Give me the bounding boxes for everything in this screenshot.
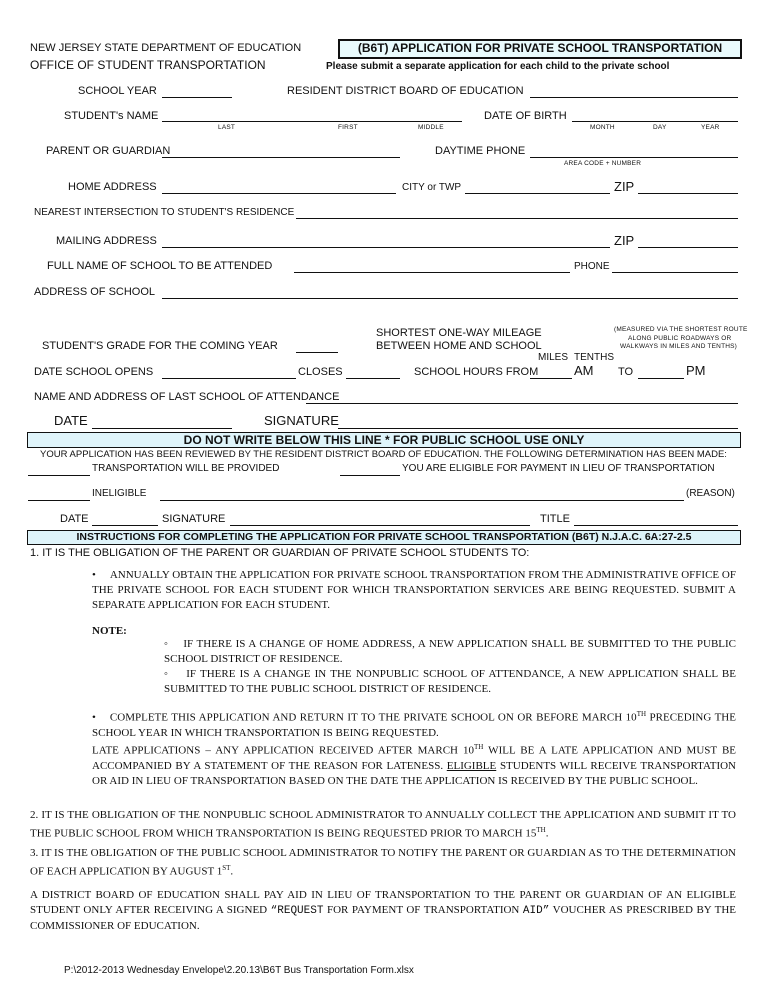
instruction-bullet-1: • ANNUALLY OBTAIN THE APPLICATION FOR PRIVATE SCHOOL TRANSPORTATION FROM THE ADMINISTRATIVE OFFICE OF THE PRIVATE SCHOOL FOR EACH STUDENT FOR WHICH TRANSPORTATION SERVICES ARE BEING REQUESTED. SUBMIT A SEPARATE APPLICATION FOR EACH STUDENT. <box>92 569 736 611</box>
phone-label: PHONE <box>574 261 610 272</box>
middle-label: MIDDLE <box>418 124 444 131</box>
office-signature-label: SIGNATURE <box>162 513 226 525</box>
year-label: YEAR <box>701 124 720 131</box>
student-name-label: STUDENT's NAME <box>64 110 159 122</box>
day-label: DAY <box>653 124 667 131</box>
home-address-label: HOME ADDRESS <box>68 181 157 193</box>
eligible-payment-check[interactable] <box>340 475 400 476</box>
area-code-label: AREA CODE + NUMBER <box>564 160 642 167</box>
dob-field[interactable] <box>572 121 738 122</box>
office-date-field[interactable] <box>92 525 158 526</box>
month-label: MONTH <box>590 124 615 131</box>
signature-label: SIGNATURE <box>264 413 339 428</box>
measured-note-1: (MEASURED VIA THE SHORTEST ROUTE <box>614 326 748 333</box>
school-name-label: FULL NAME OF SCHOOL TO BE ATTENDED <box>47 260 273 272</box>
parent-label: PARENT OR GUARDIAN <box>46 145 171 157</box>
bullet-icon: • <box>92 569 110 581</box>
home-address-field[interactable] <box>162 193 396 194</box>
first-label: FIRST <box>338 124 358 131</box>
zip2-field[interactable] <box>638 247 738 248</box>
parent-field[interactable] <box>162 157 400 158</box>
reason-label: (REASON) <box>686 488 735 499</box>
office-signature-field[interactable] <box>230 525 530 526</box>
school-year-label: SCHOOL YEAR <box>78 85 157 97</box>
date-field[interactable] <box>92 428 232 429</box>
grade-field[interactable] <box>296 352 338 353</box>
hours-to-field[interactable] <box>638 378 684 379</box>
school-address-field[interactable] <box>162 298 738 299</box>
student-name-field[interactable] <box>162 121 462 122</box>
measured-note-3: WALKWAYS IN MILES AND TENTHS) <box>620 343 738 350</box>
late-applications: LATE APPLICATIONS – ANY APPLICATION RECEIVED AFTER MARCH 10TH WILL BE A LATE APPLICATION AND MUST BE ACCOMPANIED BY A STATEMENT OF THE REASON FOR LATENESS. ELIGIBLE STUDENTS WILL RECEIVE TRANSPORTATION OR AID IN LIEU OF TRANSPORTATION BASED ON THE DATE THE APPLICATION IS RECEIVED BY THE PUBLIC SCHOOL. <box>92 743 736 787</box>
signature-field[interactable] <box>338 428 738 429</box>
zip-label: ZIP <box>614 179 635 194</box>
final-paragraph: A DISTRICT BOARD OF EDUCATION SHALL PAY AID IN LIEU OF TRANSPORTATION TO THE PARENT OR GUARDIAN OF AN ELIGIBLE STUDENT ONLY AFTER RECEIVING A SIGNED “REQUEST FOR PAYMENT OF TRANSPORTATION AID” VOUCHER AS PRESCRIBED BY THE COMMISSIONER OF EDUCATION. <box>30 889 737 932</box>
instructions-bar: INSTRUCTIONS FOR COMPLETING THE APPLICATION FOR PRIVATE SCHOOL TRANSPORTATION (B6T) N.J.A.C. 6A:27-2.5 <box>27 530 741 545</box>
daytime-phone-label: DAYTIME PHONE <box>435 145 526 157</box>
miles-label: MILES <box>538 352 569 363</box>
to-label: TO <box>618 366 634 378</box>
last-label: LAST <box>218 124 236 131</box>
hours-from-label: SCHOOL HOURS FROM <box>414 366 539 378</box>
note-2: ◦ IF THERE IS A CHANGE IN THE NONPUBLIC SCHOOL OF ATTENDANCE, A NEW APPLICATION SHALL BE SUBMITTED TO THE PUBLIC SCHOOL DISTRICT OF RESIDENCE. <box>164 668 736 695</box>
closes-label: CLOSES <box>298 366 343 378</box>
reason-field[interactable] <box>160 500 684 501</box>
reviewed-text: YOUR APPLICATION HAS BEEN REVIEWED BY THE RESIDENT DISTRICT BOARD OF EDUCATION. THE FOLLOWING DETERMINATION HAS BEEN MADE: <box>40 449 727 460</box>
mileage-label-2: BETWEEN HOME AND SCHOOL <box>376 340 542 352</box>
school-year-field[interactable] <box>162 97 232 98</box>
dob-label: DATE OF BIRTH <box>484 110 567 122</box>
hours-from-field[interactable] <box>530 378 572 379</box>
office-use-bar: DO NOT WRITE BELOW THIS LINE * FOR PUBLIC SCHOOL USE ONLY <box>27 432 741 448</box>
submit-note: Please submit a separate application for each child to the private school <box>326 61 670 72</box>
phone-field[interactable] <box>612 272 738 273</box>
opens-label: DATE SCHOOL OPENS <box>34 366 154 378</box>
zip2-label: ZIP <box>614 233 635 248</box>
ineligible-check[interactable] <box>28 500 90 501</box>
zip-field[interactable] <box>638 193 738 194</box>
office-name: OFFICE OF STUDENT TRANSPORTATION <box>30 58 266 72</box>
office-date-label: DATE <box>60 513 89 525</box>
mailing-field[interactable] <box>162 247 610 248</box>
pm-label: PM <box>686 363 706 378</box>
instruction-item-3: 3. IT IS THE OBLIGATION OF THE PUBLIC SCHOOL ADMINISTRATOR TO NOTIFY THE PARENT OR GUARDIAN AS TO THE DETERMINATION OF EACH APPLICATION BY AUGUST 1ST. <box>30 847 736 878</box>
intersection-field[interactable] <box>296 218 738 219</box>
city-label: CITY or TWP <box>402 182 462 193</box>
bullet-icon: • <box>92 711 110 724</box>
note-label: NOTE: <box>92 625 127 637</box>
provided-label: TRANSPORTATION WILL BE PROVIDED <box>92 463 280 474</box>
school-name-field[interactable] <box>294 272 570 273</box>
eligible-payment-label: YOU ARE ELIGIBLE FOR PAYMENT IN LIEU OF TRANSPORTATION <box>402 463 715 474</box>
form-title: (B6T) APPLICATION FOR PRIVATE SCHOOL TRANSPORTATION <box>338 39 742 59</box>
last-school-field[interactable] <box>306 403 738 404</box>
mileage-label-1: SHORTEST ONE-WAY MILEAGE <box>376 327 542 339</box>
instruction-bullet-2: • COMPLETE THIS APPLICATION AND RETURN IT TO THE PRIVATE SCHOOL ON OR BEFORE MARCH 10TH PRECEDING THE SCHOOL YEAR IN WHICH TRANSPORTATION IS BEING REQUESTED. <box>92 710 736 739</box>
circle-bullet-icon: ◦ <box>164 668 187 680</box>
intersection-label: NEAREST INTERSECTION TO STUDENT'S RESIDENCE <box>34 207 295 218</box>
measured-note-2: ALONG PUBLIC ROADWAYS OR <box>628 335 732 342</box>
provided-check[interactable] <box>28 475 90 476</box>
resident-district-label: RESIDENT DISTRICT BOARD OF EDUCATION <box>287 85 524 97</box>
file-path-footer: P:\2012-2013 Wednesday Envelope\2.20.13\B6T Bus Transportation Form.xlsx <box>64 965 414 976</box>
mailing-label: MAILING ADDRESS <box>56 235 157 247</box>
note-1: ◦ IF THERE IS A CHANGE OF HOME ADDRESS, A NEW APPLICATION SHALL BE SUBMITTED TO THE PUBLIC SCHOOL DISTRICT OF RESIDENCE. <box>164 638 737 665</box>
instruction-item-2: 2. IT IS THE OBLIGATION OF THE NONPUBLIC SCHOOL ADMINISTRATOR TO ANNUALLY COLLECT THE APPLICATION AND SUBMIT IT TO THE PUBLIC SCHOOL FROM WHICH TRANSPORTATION IS BEING REQUESTED PRIOR TO MARCH 15TH. <box>30 809 736 840</box>
circle-bullet-icon: ◦ <box>164 638 184 650</box>
city-field[interactable] <box>465 193 610 194</box>
ineligible-label: INELIGIBLE <box>92 488 147 499</box>
instruction-item-1: 1. IT IS THE OBLIGATION OF THE PARENT OR GUARDIAN OF PRIVATE SCHOOL STUDENTS TO: <box>30 547 530 559</box>
am-label: AM <box>574 363 594 378</box>
resident-district-field[interactable] <box>530 97 738 98</box>
daytime-phone-field[interactable] <box>530 157 738 158</box>
title-label: TITLE <box>540 513 570 525</box>
title-field[interactable] <box>574 525 738 526</box>
tenths-label: TENTHS <box>574 352 614 363</box>
last-school-label: NAME AND ADDRESS OF LAST SCHOOL OF ATTENDANCE <box>34 391 340 403</box>
date-label: DATE <box>54 413 88 428</box>
opens-field[interactable] <box>162 378 296 379</box>
grade-label: STUDENT'S GRADE FOR THE COMING YEAR <box>42 340 278 352</box>
department-name: NEW JERSEY STATE DEPARTMENT OF EDUCATION <box>30 42 302 54</box>
school-address-label: ADDRESS OF SCHOOL <box>34 286 156 298</box>
closes-field[interactable] <box>346 378 400 379</box>
